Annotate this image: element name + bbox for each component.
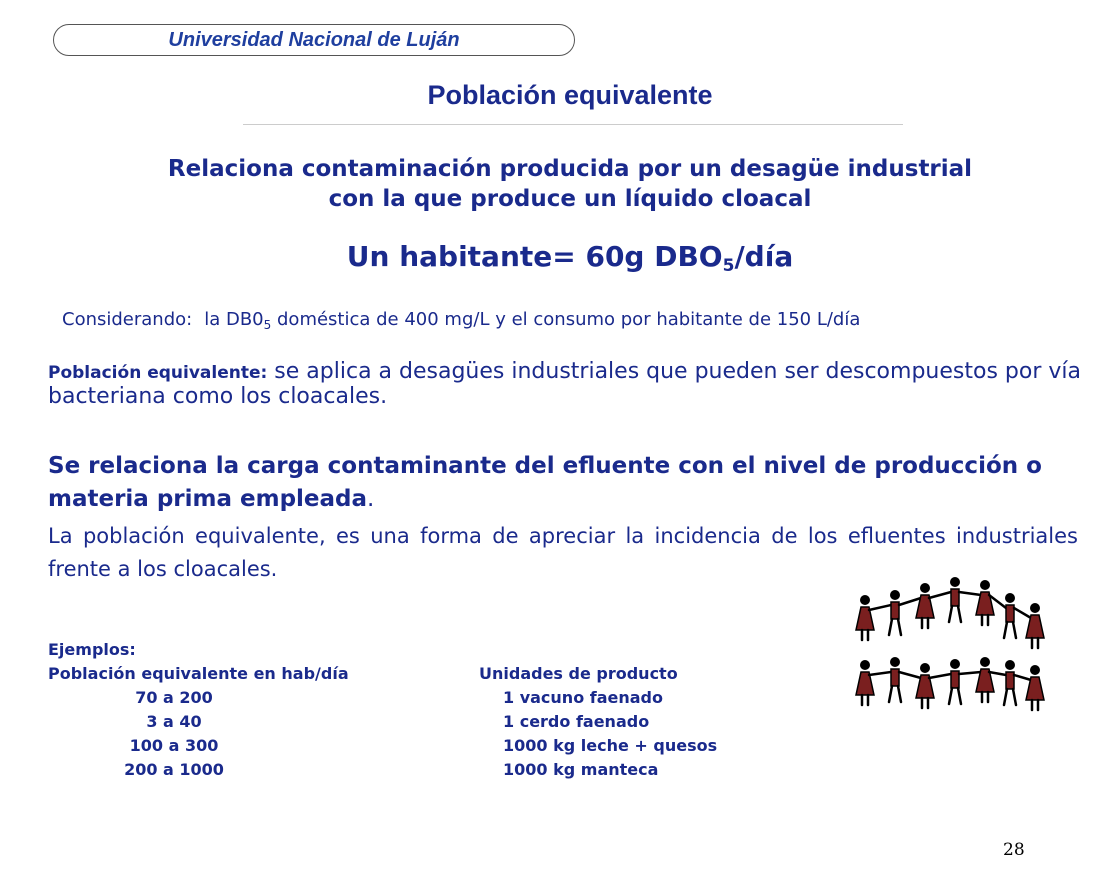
joined-arms [869,672,891,675]
joined-arms [959,592,981,595]
relation-line-2: con la que produce un líquido cloacal [328,186,812,212]
definition-lead: Población equivalente: [48,363,268,383]
person-figure [889,590,901,635]
page-title: Población equivalente [427,80,713,110]
person-figure [856,660,874,705]
considerando-suffix: doméstica de 400 mg/L y el consumo por habitante de 150 L/día [271,309,861,330]
example-pe-1: 70 a 200 [135,688,213,707]
example-pe-4: 200 a 1000 [124,760,224,779]
habitante-prefix: Un habitante= 60g DBO [346,240,723,273]
person-figure [1026,603,1044,648]
example-pe-2: 3 a 40 [146,712,202,731]
considerando-label: Considerando: [62,309,193,330]
habitante-formula [0,240,1119,276]
joined-arms [899,598,921,605]
se-relaciona-text: Se relaciona la carga contaminante del efluente con el nivel de producción o materia prima empleada [48,453,1042,512]
se-relaciona-paragraph [48,450,1088,516]
institution-name: Universidad Nacional de Luján [168,28,460,51]
person-figure [1026,665,1044,710]
person-figure [916,583,934,628]
examples-col1-header: Población equivalente en hab/día [48,664,349,683]
example-unit-1: 1 vacuno faenado [503,688,663,707]
examples-heading: Ejemplos: [48,640,136,659]
joined-arms [1014,675,1031,680]
joined-arms [959,672,981,674]
habitante-suffix: /día [734,240,794,273]
person-figure [1004,593,1016,638]
joined-arms [1014,608,1031,618]
example-pe-3: 100 a 300 [129,736,219,755]
considerando-line [62,309,1112,332]
considerando-subscript: 5 [263,318,272,332]
joined-arms [899,672,921,678]
definition-text: se aplica a desagües industriales que pueden ser descompuestos por vía bacteriana como los cloacales. [48,359,1081,409]
la-poblacion-paragraph: La población equivalente, es una forma de apreciar la incidencia de los efluentes industriales frente a los cloacales. [48,524,1078,581]
relation-line-1: Relaciona contaminación producida por un desagüe industrial [167,156,973,182]
people-circle-icon [850,570,1050,720]
joined-arms [929,674,951,678]
relation-statement [0,154,1119,214]
considerando-prefix: la DB0 [204,309,264,330]
example-unit-3: 1000 kg leche + quesos [503,736,718,755]
habitante-subscript: 5 [722,256,735,276]
person-figure [1004,660,1016,705]
person-figure [916,663,934,708]
joined-arms [869,605,891,610]
page-number: 28 [1003,840,1025,860]
examples-col2-header: Unidades de producto [479,664,678,683]
person-figure [976,657,994,702]
person-figure [889,657,901,702]
person-figure [949,577,961,622]
example-unit-2: 1 cerdo faenado [503,712,650,731]
institution-header [53,24,575,56]
person-figure [856,595,874,640]
title-divider [243,124,903,125]
person-figure [949,659,961,704]
definition-paragraph [48,360,1088,409]
se-relaciona-end: . [367,486,375,512]
person-figure [976,580,994,625]
example-unit-4: 1000 kg manteca [503,760,659,779]
joined-arms [989,672,1006,675]
joined-arms [929,592,951,598]
